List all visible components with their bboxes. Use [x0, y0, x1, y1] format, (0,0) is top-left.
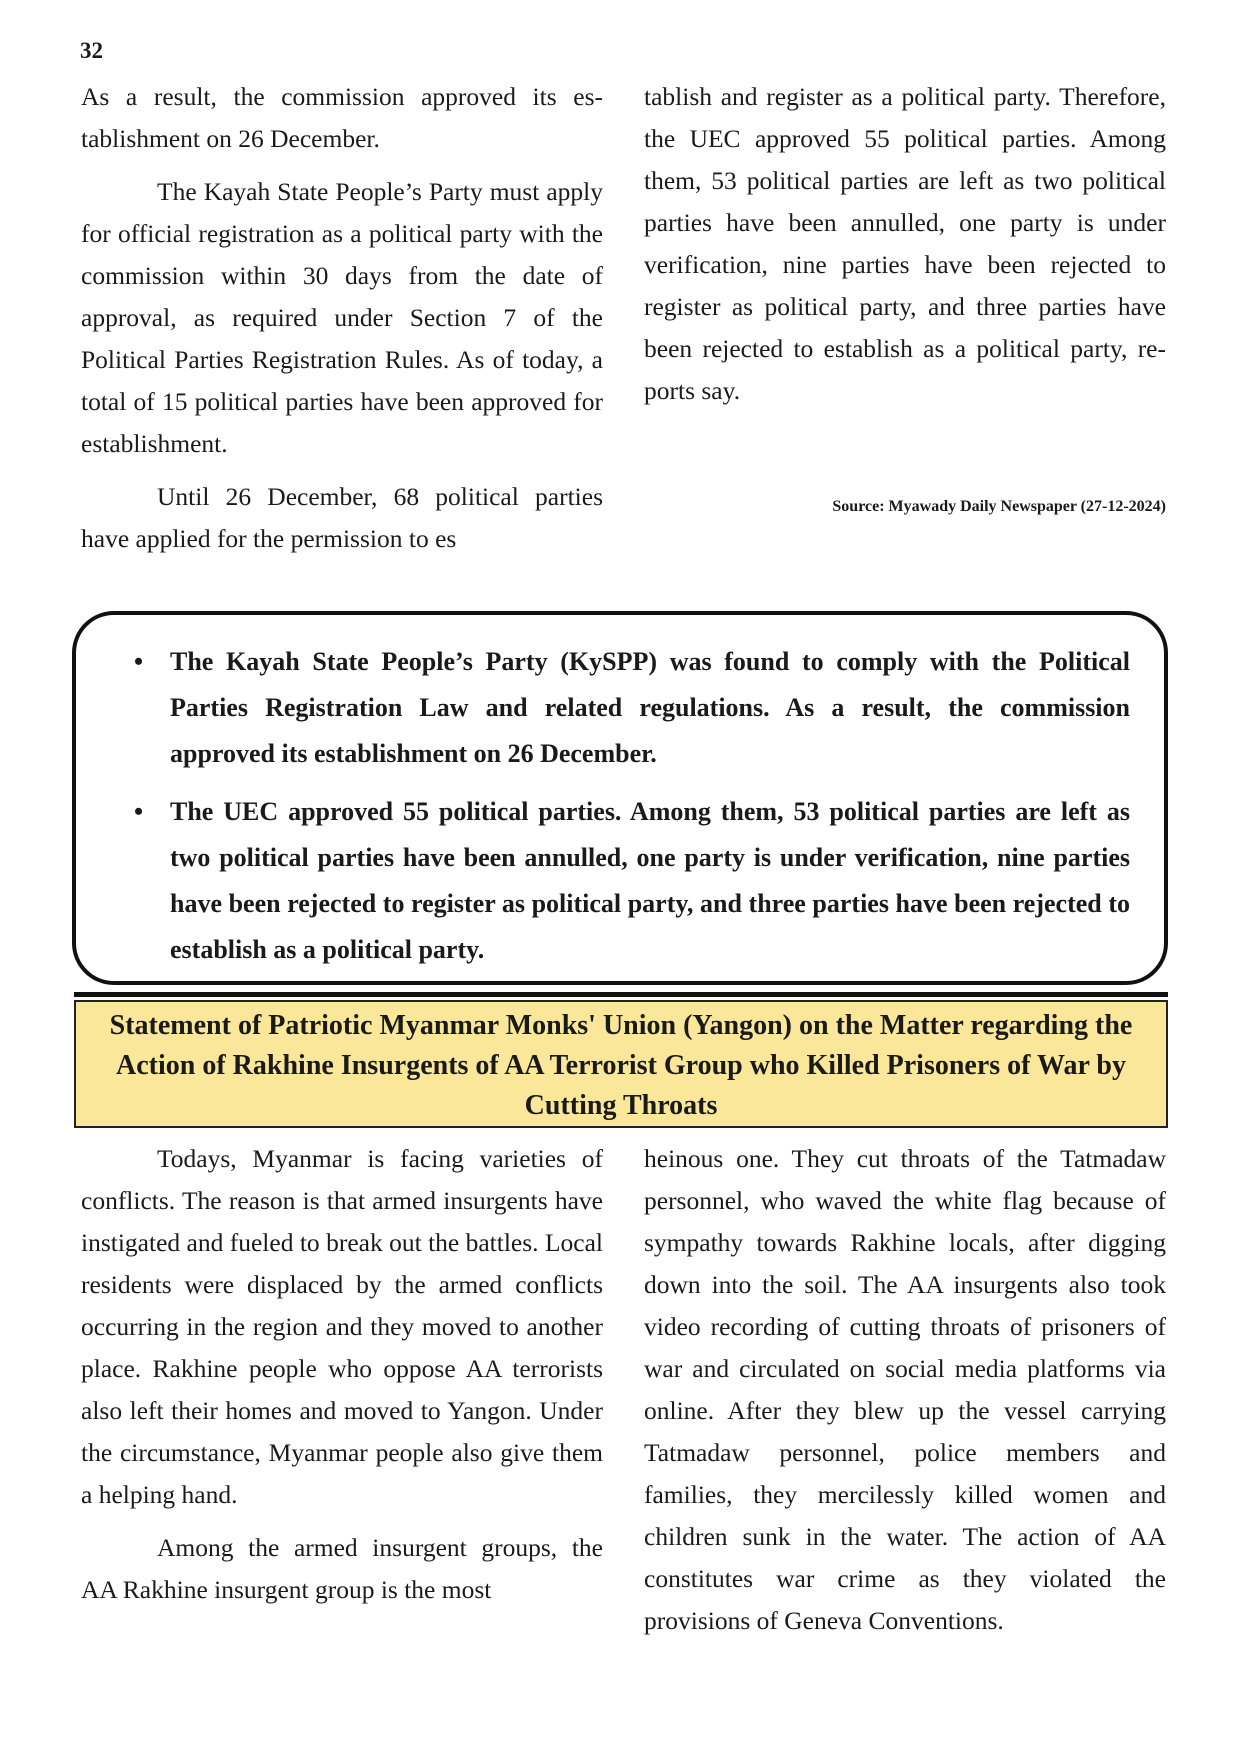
- summary-list: [110, 639, 1130, 973]
- paragraph: The Kayah State People’s Party must apply for official registration as a political party with the commission within 30 days from the date of approval, as required under Section 7 of the Political Parties Registration Rules. As of today, a total of 15 political parties have been approved for establishment.: [81, 177, 603, 458]
- paragraph: Until 26 December, 68 political parties have applied for the permission to es: [81, 482, 603, 553]
- statement-headline: Statement of Patriotic Myanmar Monks' Union (Yangon) on the Matter regarding the Action of Rakhine Insurgents of AA Terrorist Group who Killed Prisoners of War by Cutting Throats: [74, 1000, 1168, 1128]
- page-number: 32: [80, 38, 103, 63]
- paragraph: heinous one. They cut throats of the Tatmadaw personnel, who waved the white flag because of sympathy towards Rakhine locals, after digging down into the soil. The AA insurgents also took video recording of cutting throats of prisoners of war and circulated on social media platforms via online. After they blew up the vessel carrying Tatmadaw personnel, police members and families, they mercilessly killed women and children sunk in the water. The action of AA constitutes war crime as they violated the provisions of Geneva Conventions.: [644, 1144, 1166, 1635]
- source-citation: Source: Myawady Daily Newspaper (27-12-2024): [832, 498, 1166, 515]
- paragraph: Todays, Myanmar is facing varieties of conflicts. The reason is that armed insurgents have instigated and fueled to break out the battles. Local residents were displaced by the armed conflicts occurring in the region and they moved to another place. Rakhine people who oppose AA terrorists also left their homes and moved to Yangon. Under the circumstance, Myanmar people also give them a helping hand.: [81, 1144, 603, 1509]
- summary-text: The Kayah State People’s Party (KySPP) was found to comply with the Political Parties Registration Law and related regulations. As a result, the commission approved its establishment on 26 December.: [170, 647, 1130, 768]
- article-column-bottom-left: [81, 1138, 603, 1611]
- paragraph: As a result, the commission approved its establishment on 26 December.: [81, 82, 603, 153]
- summary-item: [134, 639, 1130, 777]
- article-column-top-right: [644, 76, 1166, 412]
- paragraph: Among the armed insurgent groups, the AA Rakhine insurgent group is the most: [81, 1533, 603, 1604]
- article-column-top-left: [81, 76, 603, 560]
- bullet-icon: •: [134, 647, 144, 676]
- article-column-bottom-right: [644, 1138, 1166, 1642]
- bullet-icon: •: [134, 797, 144, 826]
- summary-item: [134, 789, 1130, 973]
- paragraph: tablish and register as a political party. Therefore, the UEC approved 55 political parties. Among them, 53 political parties are left as two political parties have been annulled, one party is under verification, nine parties have been rejected to register as political party, and three parties have been rejected to establish as a political party, reports say.: [644, 82, 1166, 405]
- summary-text: The UEC approved 55 political parties. Among them, 53 political parties are left as two political parties have been annulled, one party is under verification, nine parties have been rejected to register as political party, and three parties have been rejected to establish as a political party.: [170, 797, 1130, 964]
- summary-box: [72, 611, 1168, 985]
- section-divider: [74, 992, 1168, 997]
